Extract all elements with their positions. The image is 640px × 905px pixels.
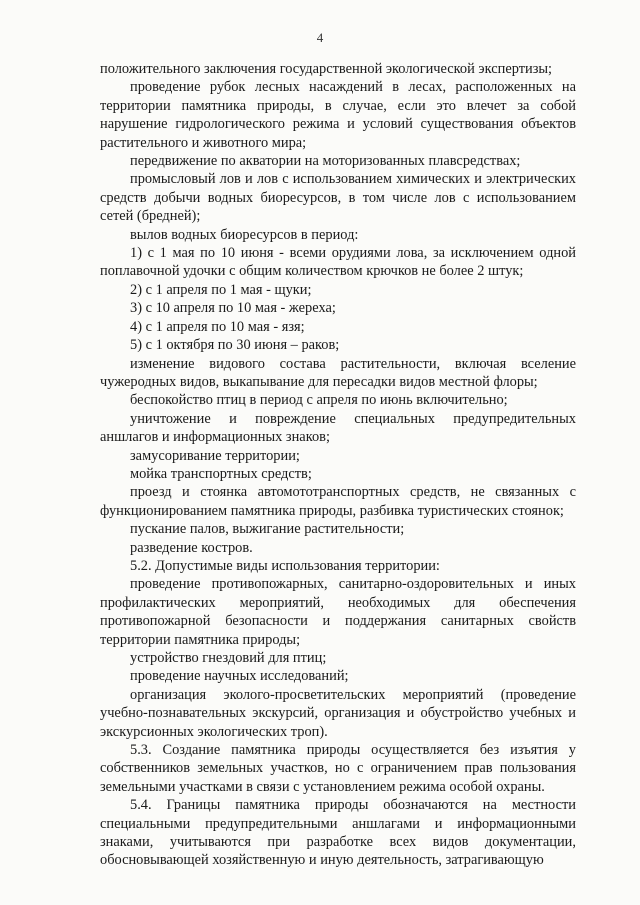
- paragraph: устройство гнездовий для птиц;: [130, 650, 327, 666]
- paragraph: разведение костров.: [130, 539, 253, 556]
- paragraph: проведение противопожарных, санитарно-оздоровительных и иных профилактических мероприятий, необходимых для обеспечения противопожарной безопасности и поддержания санитарных свойств территории памятника природы;: [100, 576, 576, 648]
- paragraph: 5.3. Создание памятника природы осуществляется без изъятия у собственников земельных участков, но с ограничением прав пользования земельными участками в связи с установлением режима особой охраны.: [100, 742, 576, 795]
- paragraph: организация эколого-просветительских мероприятий (проведение учебно-познавательных экскурсий, организация и обустройство учебных и экскурсионных экологических троп).: [100, 686, 576, 740]
- paragraph: 2) с 1 апреля по 1 мая - щуки;: [130, 281, 312, 298]
- paragraph: 4) с 1 апреля по 10 мая - язя;: [130, 318, 305, 335]
- paragraph: проезд и стоянка автомототранспортных средств, не связанных с функционированием памятника природы, разбивка туристических стоянок;: [100, 484, 576, 519]
- paragraph: пускание палов, выжигание растительности;: [130, 521, 405, 538]
- paragraph: 5) с 1 октября по 30 июня – раков;: [130, 337, 340, 354]
- paragraph: уничтожение и повреждение специальных предупредительных аншлагов и информационных знаков;: [100, 410, 576, 446]
- paragraph: проведение рубок лесных насаждений в лесах, расположенных на территории памятника природы, в случае, если это влечет за собой нарушение гидрологического режима и условий существования объектов растительного и животного мира;: [100, 79, 576, 151]
- paragraph: передвижение по акватории на моторизованных плавсредствах;: [130, 153, 521, 170]
- paragraph: промысловый лов и лов с использованием химических и электрических средств добычи водных биоресурсов, в том числе лов с использованием сетей (бредней);: [100, 171, 576, 225]
- paragraph: вылов водных биоресурсов в период:: [130, 226, 359, 243]
- paragraph: проведение научных исследований;: [130, 668, 349, 685]
- paragraph: 3) с 10 апреля по 10 мая - жереха;: [130, 300, 336, 317]
- paragraph: замусоривание территории;: [130, 447, 300, 464]
- paragraph: мойка транспортных средств;: [130, 465, 312, 482]
- paragraph: 1) с 1 мая по 10 июня - всеми орудиями лова, за исключением одной поплавочной удочки с общим количеством крючков не более 2 штук;: [100, 245, 576, 280]
- paragraph: положительного заключения государственной экологической экспертизы;: [100, 61, 553, 77]
- paragraph: беспокойство птиц в период с апреля по июнь включительно;: [130, 392, 508, 409]
- document-body: [100, 60, 576, 870]
- page-number: 4: [316, 30, 324, 45]
- paragraph: 5.4. Границы памятника природы обозначаются на местности специальными предупредительными аншлагами и информационными знаками, учитываются при разработке всех видов документации, обосновывающей хозяйственную и иную деятельность, затрагивающую: [100, 797, 576, 869]
- paragraph: 5.2. Допустимые виды использования территории:: [130, 557, 440, 574]
- paragraph: изменение видового состава растительности, включая вселение чужеродных видов, выкапывание для пересадки видов местной флоры;: [100, 355, 576, 390]
